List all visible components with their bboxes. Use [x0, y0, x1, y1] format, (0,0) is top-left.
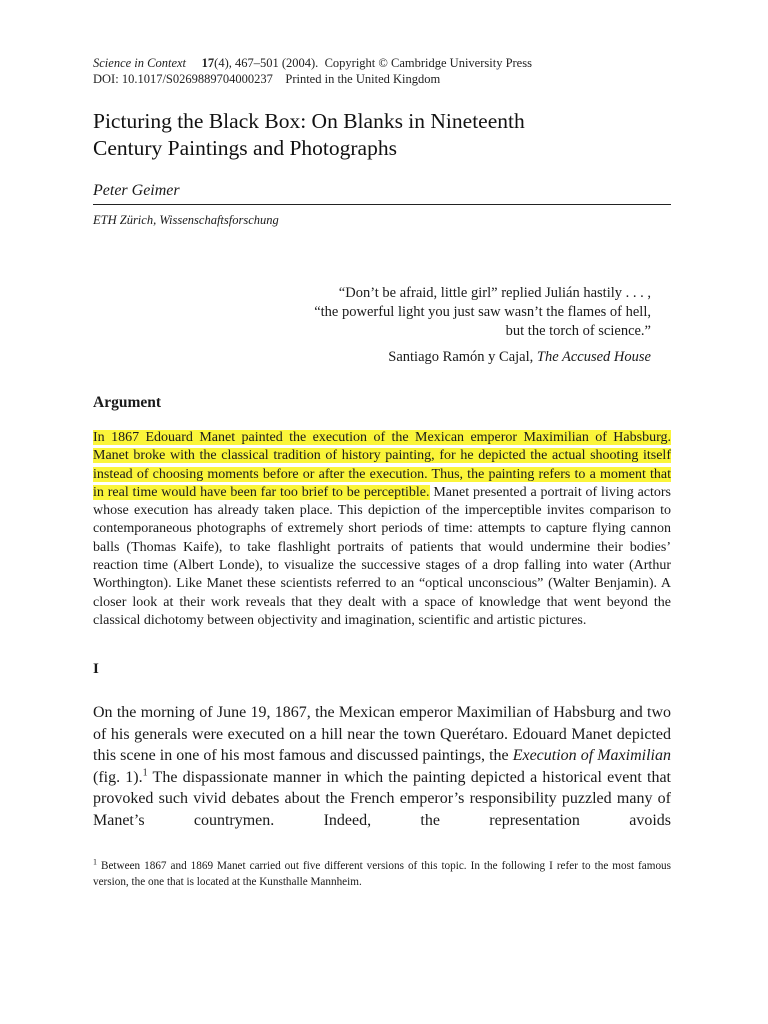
- article-page: [93, 55, 671, 890]
- argument-abstract: [93, 429, 671, 630]
- author-affiliation: ETH Zürich, Wissenschaftsforschung: [93, 213, 279, 227]
- epigraph: [93, 284, 671, 367]
- body-text-part-1: On the morning of June 19, 1867, the Mexican emperor Maximilian of Habsburg and two of his generals were executed on a hill near the town Querétaro. Edouard Manet depicted this scene in one of his most famous and discussed paintings, the: [93, 704, 671, 765]
- author-name: Peter Geimer: [93, 182, 671, 205]
- title-line-2: Century Paintings and Photographs: [93, 136, 397, 160]
- title-line-1: Picturing the Black Box: On Blanks in Nineteenth: [93, 109, 525, 133]
- epigraph-work: The Accused House: [536, 349, 651, 365]
- journal-name: Science in Context: [93, 56, 187, 70]
- epigraph-attribution: [93, 348, 651, 367]
- volume-number: 17: [201, 56, 215, 70]
- abstract-text: Manet presented a portrait of living actors whose execution has already taken place. This depiction of the imperceptible invites comparison to contemporaneous photographs of extremely short periods of time: attempts to capture flying cannon balls (Thomas Kaife), to take flashlight portraits of patients that would undermine their bodies’ reaction time (Albert Londe), to visualize the successive stages of a drop falling into water (Arthur Worthington). Like Manet these scientists referred to an “optical unconscious” (Walter Benjamin). A closer look at their work reveals that they dealt with a space of knowledge that went beyond the classical dichotomy between objectivity and imagination, scientific and artistic pictures.: [93, 484, 671, 628]
- journal-header: [93, 55, 671, 87]
- epigraph-line-1: “Don’t be afraid, little girl” replied Julián hastily . . . ,: [338, 285, 651, 301]
- epigraph-author: Santiago Ramón y Cajal,: [388, 349, 534, 365]
- painting-title: Execution of Maximilian: [512, 747, 671, 765]
- copyright-notice: Copyright © Cambridge University Press: [324, 56, 532, 70]
- article-title: [93, 108, 653, 162]
- epigraph-line-3: but the torch of science.”: [505, 323, 651, 339]
- epigraph-line-2: “the powerful light you just saw wasn’t the flames of hell,: [314, 304, 651, 320]
- body-text-part-2: The dispassionate manner in which the painting depicted a historical event that provoked such vivid debates about the French emperor’s responsibility puzzled many of Manet’s countrymen. Indeed, the representation avoids: [93, 768, 671, 829]
- body-paragraph: [93, 702, 671, 831]
- footnote-reference[interactable]: 1: [142, 767, 148, 779]
- footnote-text: Between 1867 and 1869 Manet carried out five different versions of this topic. In the following I refer to the most famous version, the one that is located at the Kunsthalle Mannheim.: [93, 860, 671, 889]
- printed-notice: Printed in the United Kingdom: [285, 72, 441, 86]
- issue-pages: (4), 467–501 (2004).: [214, 56, 319, 70]
- doi-line: [93, 71, 671, 87]
- citation-line: [93, 55, 671, 71]
- footnote-number: 1: [93, 857, 97, 867]
- section-heading: I: [93, 661, 99, 678]
- figure-reference: (fig. 1).: [93, 768, 143, 786]
- footnote: [93, 858, 671, 890]
- argument-heading: Argument: [93, 394, 162, 411]
- highlighted-text: In 1867 Edouard Manet painted the execution of the Mexican emperor Maximilian of Habsburg. Manet broke with the classical tradition of history painting, for he depicted the actual shooting itself instead of choosing moments before or after the execution. Thus, the painting refers to a moment that in real time would have been far too brief to be perceptible.: [93, 430, 671, 500]
- doi: DOI: 10.1017/S0269889704000237: [93, 72, 273, 86]
